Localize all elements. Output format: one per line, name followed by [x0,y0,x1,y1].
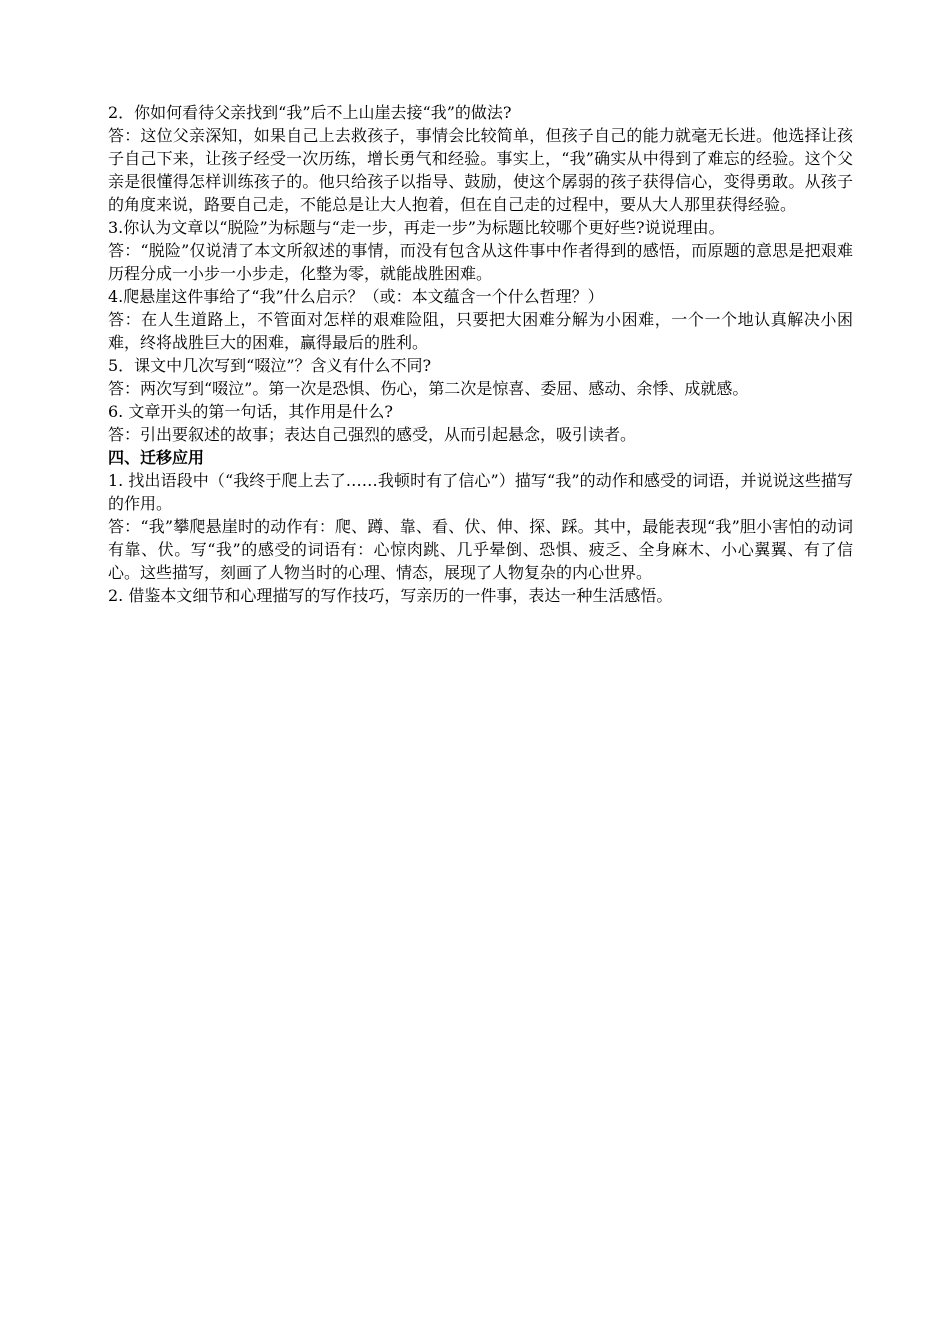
question-2: 2．你如何看待父亲找到“我”后不上山崖去接“我”的做法? [108,103,512,122]
question-5: 5．课文中几次写到“啜泣”？含义有什么不同? [108,356,432,375]
section-heading-transfer-application: 四、迁移应用 [108,448,205,467]
answer-3: 答：“脱险”仅说清了本文所叙述的事情，而没有包含从这件事中作者得到的感悟，而原题的意思是把艰难历程分成一小步一小步走，化整为零，就能战胜困难。 [108,241,853,283]
section4-question-1: 1. 找出语段中（“我终于爬上去了……我顿时有了信心”）描写“我”的动作和感受的词语，并说说这些描写的作用。 [108,471,853,513]
question-6: 6. 文章开头的第一句话，其作用是什么? [108,402,393,421]
question-3: 3.你认为文章以“脱险”为标题与“走一步，再走一步”为标题比较哪个更好些?说说理由。 [108,218,725,237]
section4-answer-1: 答：“我”攀爬悬崖时的动作有：爬、蹲、靠、看、伏、伸、探、踩。其中，最能表现“我”胆小害怕的动词有靠、伏。写“我”的感受的词语有：心惊肉跳、几乎晕倒、恐惧、疲乏、全身麻木、小心翼翼、有了信心。这些描写，刻画了人物当时的心理、情态，展现了人物复杂的内心世界。 [108,517,853,582]
section4-question-2: 2. 借鉴本文细节和心理描写的写作技巧，写亲历的一件事，表达一种生活感悟。 [108,586,673,605]
answer-5: 答：两次写到“啜泣”。第一次是恐惧、伤心，第二次是惊喜、委屈、感动、余悸、成就感。 [108,379,749,398]
answer-2: 答：这位父亲深知，如果自己上去救孩子，事情会比较简单，但孩子自己的能力就毫无长进。他选择让孩子自己下来，让孩子经受一次历练，增长勇气和经验。事实上，“我”确实从中得到了难忘的经验。这个父亲是很懂得怎样训练孩子的。他只给孩子以指导、鼓励，使这个孱弱的孩子获得信心，变得勇敢。从孩子的角度来说，路要自己走，不能总是让大人抱着，但在自己走的过程中，要从大人那里获得经验。 [108,126,853,214]
document-page [108,101,853,607]
question-4: 4.爬悬崖这件事给了“我”什么启示？（或：本文蕴含一个什么哲理？） [108,287,604,306]
answer-6: 答：引出要叙述的故事；表达自己强烈的感受，从而引起悬念，吸引读者。 [108,425,637,444]
answer-4: 答：在人生道路上，不管面对怎样的艰难险阻，只要把大困难分解为小困难，一个一个地认真解决小困难，终将战胜巨大的困难，赢得最后的胜利。 [108,310,853,352]
